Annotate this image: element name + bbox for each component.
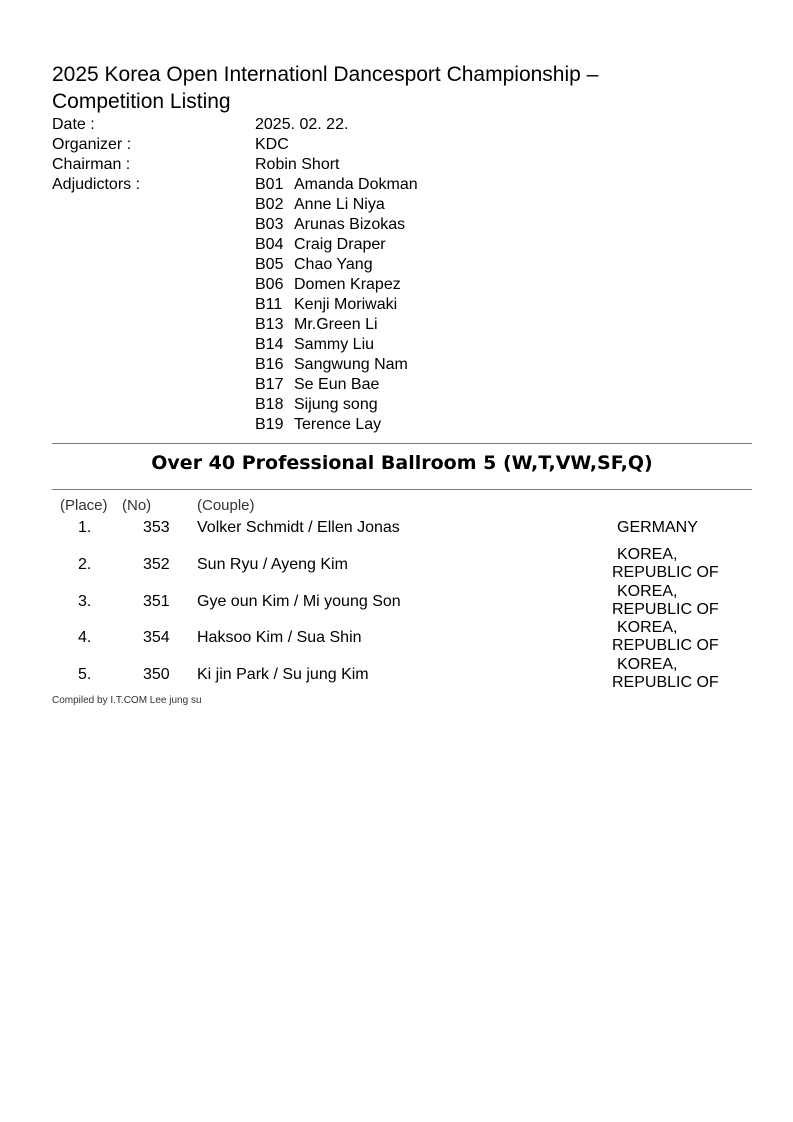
couple-column-header: (Couple) [197,497,255,514]
couple-cell: Gye oun Kim / Mi young Son [197,592,401,610]
adjudicator-item [255,335,418,355]
adjudicator-name: Craig Draper [294,236,386,253]
country-line-2: REPUBLIC OF [612,563,719,581]
number-cell: 350 [143,666,170,684]
adjudicator-code: B19 [255,416,284,433]
country-line-2: REPUBLIC OF [612,637,719,655]
country-cell [612,546,742,582]
country-line-2: REPUBLIC OF [612,600,719,618]
adjudicator-name: Arunas Bizokas [294,216,406,233]
adjudicator-code: B18 [255,396,284,413]
chairman-value: Robin Short [255,156,340,173]
adjudicator-item [255,195,418,215]
date-value: 2025. 02. 22. [255,116,349,133]
couple-cell: Volker Schmidt / Ellen Jonas [197,519,400,536]
adjudicator-code: B05 [255,256,284,273]
adjudicator-name: Sangwung Nam [294,356,408,373]
result-row [52,656,752,699]
couple-cell: Haksoo Kim / Sua Shin [197,629,362,647]
country-line-1: KOREA, [617,656,678,674]
adjudicator-name: Terence Lay [294,416,382,433]
country-cell [617,519,747,537]
adjudicators-list [255,175,418,433]
adjudicator-item [255,255,418,275]
adjudicator-item [255,315,418,335]
adjudicator-item [255,235,418,255]
results-table [52,515,752,699]
no-column-header: (No) [122,497,152,514]
adjudicator-code: B16 [255,356,284,373]
number-cell: 351 [143,592,170,610]
results-header [60,497,255,514]
number-cell: 354 [143,629,170,647]
page-title: 2025 Korea Open Internationl Dancesport Championship – Competition Listing [52,63,599,113]
organizer-row [52,135,418,155]
couple-cell: Sun Ryu / Ayeng Kim [197,555,348,573]
adjudicator-name: Se Eun Bae [294,376,380,393]
adjudicator-name: Domen Krapez [294,276,401,293]
country-line-1: KOREA, [617,582,678,600]
adjudicator-code: B17 [255,376,284,393]
chairman-row [52,155,418,175]
adjudicator-item [255,175,418,195]
adjudicator-item [255,395,418,415]
adjudicator-name: Sijung song [294,396,378,413]
adjudicator-item [255,375,418,395]
adjudicator-name: Chao Yang [294,256,373,273]
adjudicator-name: Mr.Green Li [294,316,378,333]
chairman-label: Chairman : [52,156,131,173]
place-cell: 3. [78,592,92,610]
adjudicator-code: B13 [255,316,284,333]
adjudicator-code: B04 [255,236,284,253]
adjudicator-code: B06 [255,276,284,293]
top-divider [52,443,752,444]
place-column-header: (Place) [60,497,108,514]
country-line-1: KOREA, [617,545,678,563]
competition-meta [52,115,418,433]
adjudicator-code: B01 [255,176,284,193]
compiled-by-footer: Compiled by I.T.COM Lee jung su [52,695,202,706]
adjudicator-name: Sammy Liu [294,336,375,353]
adjudicators-row [52,175,418,433]
organizer-label: Organizer : [52,136,132,153]
country-cell [612,656,742,692]
adjudicator-item [255,355,418,375]
country-line-1: GERMANY [617,519,698,536]
adjudicator-item [255,415,418,435]
number-cell: 353 [143,519,170,536]
adjudicator-code: B14 [255,336,284,353]
place-cell: 4. [78,629,92,647]
adjudicator-item [255,295,418,315]
adjudicator-name: Amanda Dokman [294,176,418,193]
number-cell: 352 [143,555,170,573]
couple-cell: Ki jin Park / Su jung Kim [197,666,369,684]
adjudicator-code: B03 [255,216,284,233]
bottom-divider [52,489,752,490]
place-cell: 1. [78,519,92,536]
adjudicator-name: Kenji Moriwaki [294,296,398,313]
country-cell [612,583,742,619]
event-title: Over 40 Professional Ballroom 5 (W,T,VW,SF,Q) [151,452,653,474]
place-cell: 5. [78,666,92,684]
date-label: Date : [52,116,95,133]
country-line-1: KOREA, [617,619,678,637]
country-cell [612,619,742,655]
adjudicator-name: Anne Li Niya [294,196,385,213]
organizer-value: KDC [255,136,289,153]
adjudicators-label: Adjudictors : [52,176,141,193]
country-line-2: REPUBLIC OF [612,674,719,692]
adjudicator-item [255,215,418,235]
place-cell: 2. [78,555,92,573]
date-row [52,115,418,135]
adjudicator-code: B02 [255,196,284,213]
adjudicator-code: B11 [255,296,283,313]
adjudicator-item [255,275,418,295]
